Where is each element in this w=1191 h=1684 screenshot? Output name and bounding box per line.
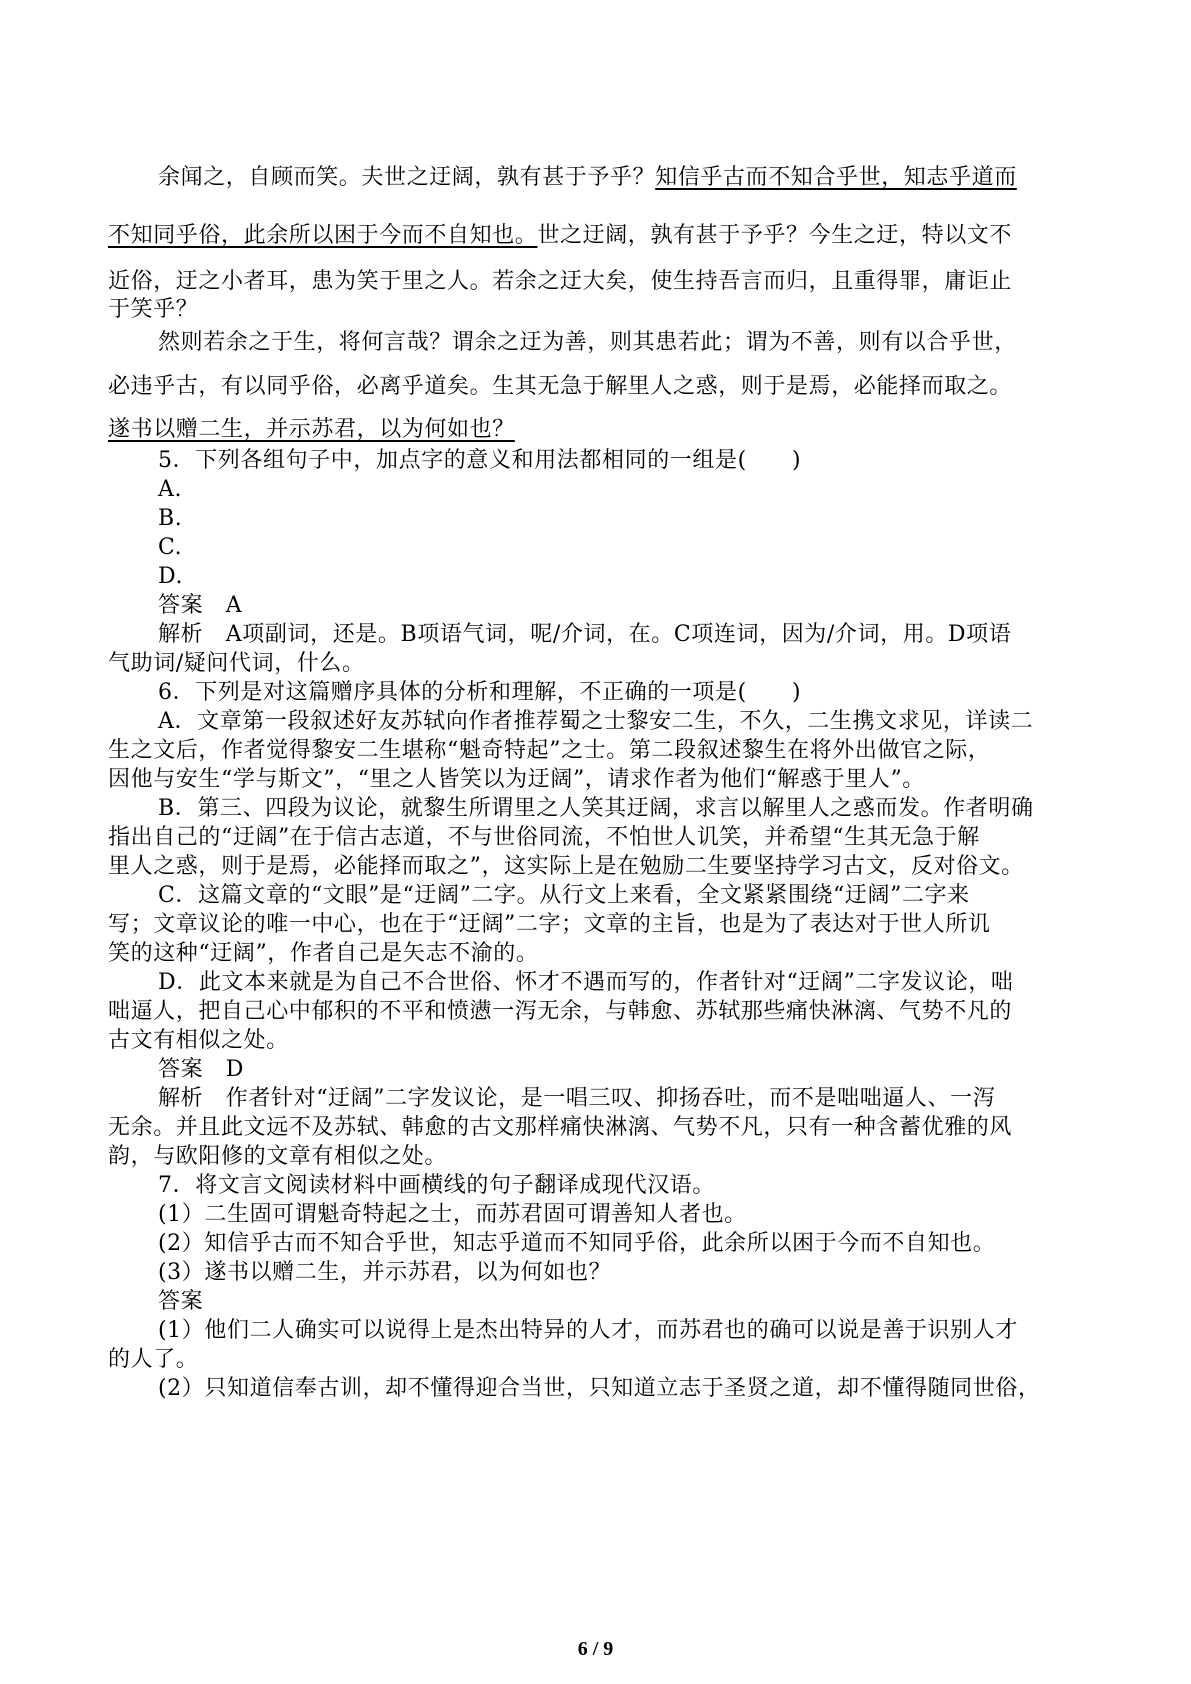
passage-line: 于笑乎？ — [108, 297, 199, 322]
option-b: 指出自己的“迂阔”在于信古志道，不与世俗同流，不怕世人讥笑，并希望“生其无急于解 — [108, 825, 980, 850]
analysis: 气助词/疑问代词，什么。 — [108, 651, 365, 676]
question-7-stem: 7．将文言文阅读材料中画横线的句子翻译成现代汉语。 — [158, 1173, 715, 1198]
sentence-1: (1）二生固可谓魁奇特起之士，而苏君固可谓善知人者也。 — [158, 1202, 747, 1227]
option-c: C. — [158, 535, 183, 560]
passage-line — [108, 222, 1088, 250]
text: 余闻之，自顾而笑。夫世之迂阔，孰有甚于予乎？ — [158, 165, 656, 190]
analysis: 韵，与欧阳修的文章有相似之处。 — [108, 1144, 448, 1169]
analysis: 无余。并且此文远不及苏轼、韩愈的古文那样痛快淋漓、气势不凡，只有一种含蓄优雅的风 — [108, 1115, 1013, 1140]
passage-line — [108, 416, 1088, 444]
analysis: 解析 A项副词，还是。B项语气词，呢/介词，在。C项连词，因为/介词，用。D项语 — [158, 622, 1012, 647]
answer-label: 答案 — [158, 1289, 204, 1314]
answer: 答案 A — [158, 593, 243, 618]
passage-line — [158, 164, 1088, 192]
passage-line: 近俗，迂之小者耳，患为笑于里之人。若余之迂大矣，使生持吾言而归，且重得罪，庸讵止 — [108, 269, 1013, 294]
question-6-stem: 6．下列是对这篇赠序具体的分析和理解，不正确的一项是( ) — [158, 680, 802, 705]
sentence-3: (3）遂书以赠二生，并示苏君，以为何如也？ — [158, 1260, 612, 1285]
answer-2: (2）只知道信奉古训，却不懂得迎合当世，只知道立志于圣贤之道，却不懂得随同世俗， — [158, 1376, 1041, 1401]
option-c: C．这篇文章的“文眼”是“迂阔”二字。从行文上来看，全文紧紧围绕“迂阔”二字来 — [158, 883, 970, 908]
underlined-sentence: 不知同乎俗，此余所以困于今而不自知也。 — [108, 223, 538, 248]
question-5-stem: 5．下列各组句子中，加点字的意义和用法都相同的一组是( ) — [158, 448, 802, 473]
answer-1: 的人了。 — [108, 1347, 199, 1372]
passage-line: 然则若余之于生，将何言哉？谓余之迂为善，则其患若此；谓为不善，则有以合乎世， — [158, 330, 1017, 355]
option-b: B. — [158, 506, 183, 531]
answer: 答案 D — [158, 1057, 245, 1082]
underlined-sentence: 知信乎古而不知合乎世，知志乎道而 — [655, 165, 1017, 190]
option-c: 写；文章议论的唯一中心，也在于“迂阔”二字；文章的主旨，也是为了表达对于世人所讥 — [108, 912, 991, 937]
option-a: A．文章第一段叙述好友苏轼向作者推荐蜀之士黎安二生，不久，二生携文求见，详读二 — [158, 709, 1034, 734]
option-b: B．第三、四段为议论，就黎生所谓里之人笑其迂阔，求言以解里人之惑而发。作者明确 — [158, 796, 1034, 821]
option-a: 生之文后，作者觉得黎安二生堪称“魁奇特起”之士。第二段叙述黎生在将外出做官之际， — [108, 738, 991, 763]
option-c: 笑的这种“迂阔”，作者自己是矢志不渝的。 — [108, 941, 539, 966]
option-d: D. — [158, 564, 184, 589]
underlined-sentence: 遂书以赠二生，并示苏君，以为何如也？ — [108, 417, 515, 442]
option-a: 因他与安生“学与斯文”，“里之人皆笑以为迂阔”，请求作者为他们“解惑于里人”。 — [108, 767, 925, 792]
answer-1: (1）他们二人确实可以说得上是杰出特异的人才，而苏君也的确可以说是善于识别人才 — [158, 1318, 1018, 1343]
option-d: D．此文本来就是为自己不合世俗、怀才不遇而写的，作者针对“迂阔”二字发议论，咄 — [158, 970, 1014, 995]
option-d: 古文有相似之处。 — [108, 1028, 289, 1053]
passage-line: 必违乎古，有以同乎俗，必离乎道矣。生其无急于解里人之惑，则于是焉，必能择而取之。 — [108, 374, 1013, 399]
analysis: 解析 作者针对“迂阔”二字发议论，是一唱三叹、抑扬吞吐，而不是咄咄逼人、一泻 — [158, 1086, 996, 1111]
option-d: 咄逼人，把自己心中郁积的不平和愤懑一泻无余，与韩愈、苏轼那些痛快淋漓、气势不凡的 — [108, 999, 1013, 1024]
page-number: 6 / 9 — [577, 1638, 614, 1660]
sentence-2: (2）知信乎古而不知合乎世，知志乎道而不知同乎俗，此余所以困于今而不自知也。 — [158, 1231, 996, 1256]
option-a: A. — [158, 477, 183, 502]
option-b: 里人之惑，则于是焉，必能择而取之”，这实际上是在勉励二生要坚持学习古文，反对俗文。 — [108, 854, 1024, 879]
text: 世之迂阔，孰有甚于予乎？今生之迂，特以文不 — [537, 223, 1013, 248]
